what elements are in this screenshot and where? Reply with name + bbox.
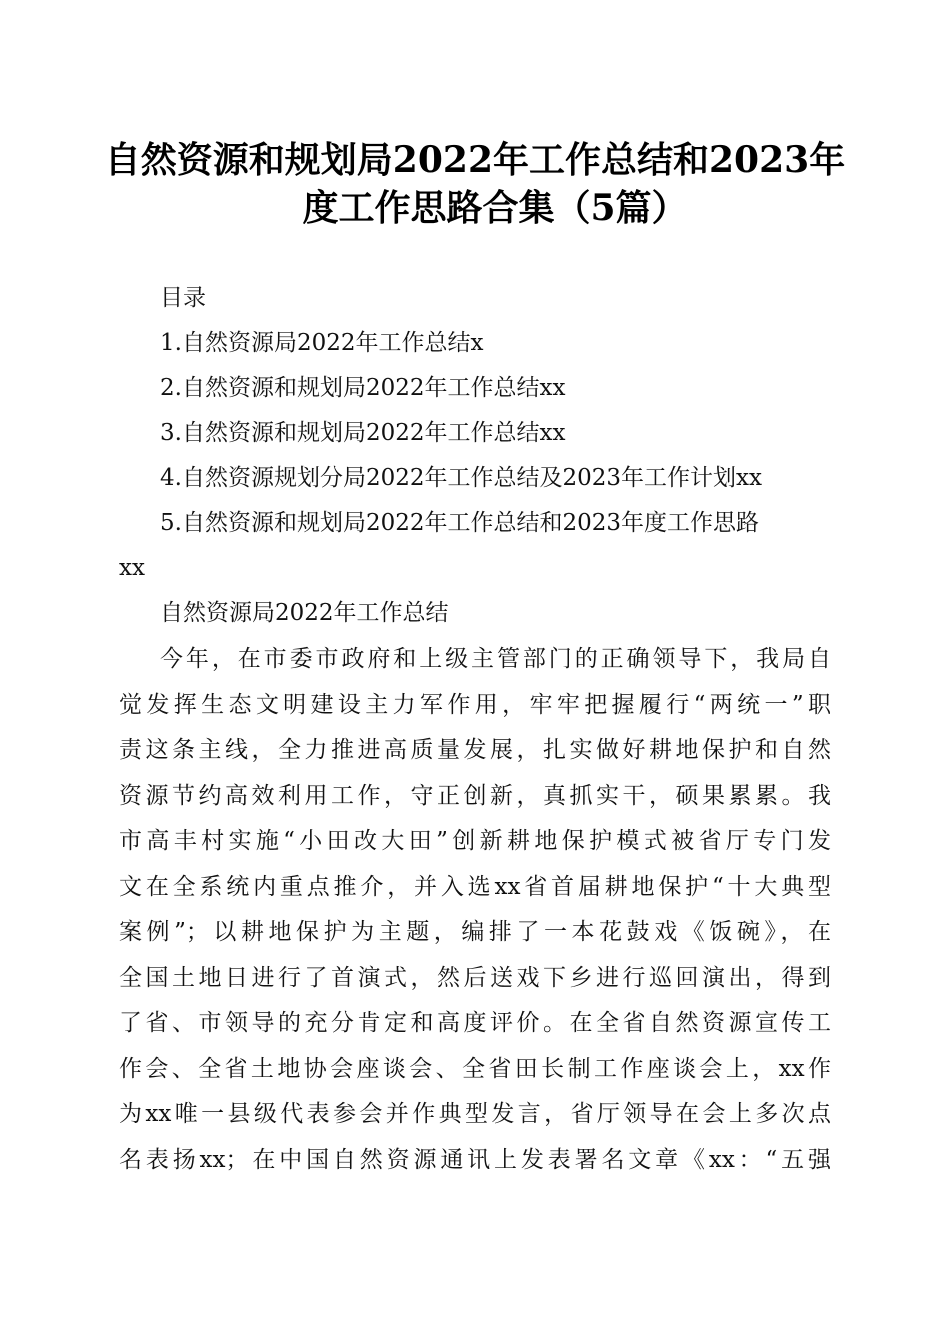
toc-item-3: 3.自然资源和规划局2022年工作总结xx: [160, 420, 566, 446]
body-paragraph: [119, 637, 831, 1183]
paragraph-line: 名表扬xx；在中国自然资源通讯上发表署名文章《xx：“五强: [119, 1146, 831, 1173]
paragraph-line: 资源节约高效利用工作，守正创新，真抓实干，硕果累累。我: [119, 782, 831, 809]
toc-item-4: 4.自然资源规划分局2022年工作总结及2023年工作计划xx: [160, 465, 762, 491]
toc-item-2: 2.自然资源和规划局2022年工作总结xx: [160, 375, 566, 401]
paragraph-line: 为xx唯一县级代表参会并作典型发言，省厅领导在会上多次点: [119, 1101, 831, 1127]
paragraph-line: 今年，在市委市政府和上级主管部门的正确领导下，我局自: [160, 646, 831, 672]
paragraph-line: 案例”；以耕地保护为主题，编排了一本花鼓戏《饭碗》，在: [119, 919, 831, 945]
toc-item-5-continuation: xx: [119, 555, 145, 581]
document-title-line-2: 度工作思路合集（5篇）: [302, 187, 688, 229]
toc-heading: 目录: [160, 285, 206, 311]
toc-item-1: 1.自然资源局2022年工作总结x: [160, 330, 484, 356]
paragraph-line: 市高丰村实施“小田改大田”创新耕地保护模式被省厅专门发: [119, 828, 831, 854]
section-heading: 自然资源局2022年工作总结: [160, 600, 449, 626]
paragraph-line: 作会、全省土地协会座谈会、全省田长制工作座谈会上，xx作: [119, 1055, 831, 1082]
document-title-line-1: 自然资源和规划局2022年工作总结和2023年: [104, 139, 846, 181]
paragraph-line: 责这条主线，全力推进高质量发展，扎实做好耕地保护和自然: [119, 737, 831, 763]
toc-item-5: 5.自然资源和规划局2022年工作总结和2023年度工作思路: [160, 510, 760, 536]
paragraph-line: 全国土地日进行了首演式，然后送戏下乡进行巡回演出，得到: [119, 964, 831, 991]
paragraph-line: 了省、市领导的充分肯定和高度评价。在全省自然资源宣传工: [119, 1010, 831, 1036]
paragraph-line: 文在全系统内重点推介，并入选xx省首届耕地保护“十大典型: [119, 873, 831, 900]
paragraph-line: 觉发挥生态文明建设主力军作用，牢牢把握履行“两统一”职: [119, 691, 831, 718]
